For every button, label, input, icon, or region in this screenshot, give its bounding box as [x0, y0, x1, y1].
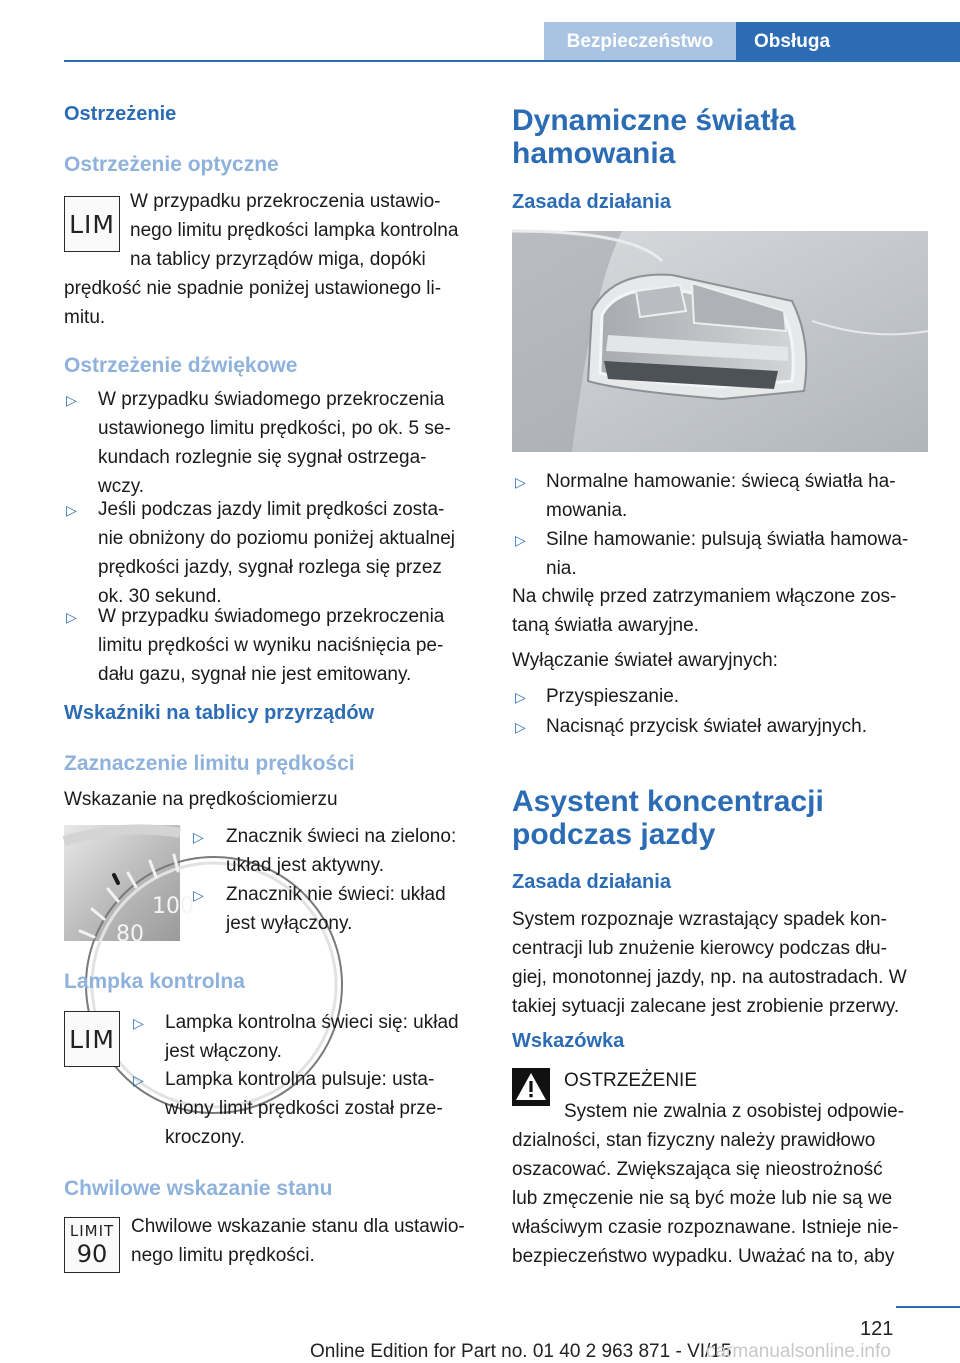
warning-label: OSTRZEŻENIE: [564, 1070, 698, 1091]
sound-bullet-line: ok. 30 sekund.: [98, 586, 222, 607]
warning-text-line: dzialności, stan fizyczny należy prawidłowo: [512, 1130, 876, 1151]
heading-brake-principle: Zasada działania: [512, 191, 671, 213]
lamp-bullet-line: jest włączony.: [165, 1041, 282, 1062]
sound-bullet-line: ustawionego limitu prędkości, po ok. 5 se‐: [98, 418, 451, 439]
optical-text-line: W przypadku przekroczenia ustawio‐: [130, 191, 441, 212]
bullet-triangle-icon: ▷: [133, 1015, 144, 1031]
heading-note: Wskazówka: [512, 1030, 625, 1052]
brake-bullet-line: Silne hamowanie: pulsują światła hamowa‐: [546, 529, 909, 550]
status-text-line: nego limitu prędkości.: [131, 1245, 315, 1266]
footer-rule: [896, 1306, 960, 1308]
marker-intro: Wskazanie na prędkościomierzu: [64, 789, 338, 810]
heading-optical-warning: Ostrzeżenie optyczne: [64, 153, 279, 176]
bullet-triangle-icon: ▷: [515, 719, 526, 735]
heading-warning: Ostrzeżenie: [64, 103, 177, 125]
hazard-bullet-line: Przyspieszanie.: [546, 686, 680, 707]
header-tab-active: Obsługa: [736, 22, 960, 62]
sound-bullet-line: Jeśli podczas jazdy limit prędkości zosta‐: [98, 499, 445, 520]
warning-text-line: lub zmęczenie nie są być może lub nie są we: [512, 1188, 893, 1209]
bullet-triangle-icon: ▷: [193, 829, 204, 845]
page-number: 121: [860, 1318, 894, 1340]
sound-bullet-line: prędkości jazdy, sygnał rozlega się przez: [98, 557, 442, 578]
sound-bullet-line: dału gazu, sygnał nie jest emitowany.: [98, 664, 412, 685]
attention-text-line: System rozpoznaje wzrastający spadek kon‐: [512, 909, 887, 930]
warning-triangle-icon: [512, 1068, 550, 1106]
sound-bullet-line: kundach rozlegnie się sygnał ostrzega‐: [98, 447, 427, 468]
attention-text-line: takiej sytuacji zalecane jest zrobienie przerwy.: [512, 996, 900, 1017]
brake-bullet-line: mowania.: [546, 500, 628, 521]
bullet-triangle-icon: ▷: [66, 609, 77, 625]
bullet-triangle-icon: ▷: [66, 502, 77, 518]
hazard-off-label: Wyłączanie świateł awaryjnych:: [512, 650, 778, 671]
optical-text-line: na tablicy przyrządów miga, dopóki: [130, 249, 426, 270]
heading-speed-marker: Zaznaczenie limitu prędkości: [64, 752, 355, 775]
warning-text-line: właściwym czasie rozpoznawane. Istnieje nie‐: [512, 1217, 899, 1238]
heading-attention-assistant-2: podczas jazdy: [512, 818, 716, 851]
heading-attention-assistant: Asystent koncentracji: [512, 785, 824, 818]
attention-text-line: centracji lub znużenie kierowcy podczas dłu‐: [512, 938, 887, 959]
attention-text-line: giej, monotonnej jazdy, np. na autostradach. W: [512, 967, 907, 988]
speedo-label-80: 80: [116, 922, 144, 947]
status-text-line: Chwilowe wskazanie stanu dla ustawio‐: [131, 1216, 465, 1237]
hazard-bullet-line: Nacisnąć przycisk świateł awaryjnych.: [546, 716, 867, 737]
brake-para-line: Na chwilę przed zatrzymaniem włączone zos‐: [512, 586, 897, 607]
lim-lamp-icon: LIM: [64, 1011, 120, 1067]
header-tab-section: Bezpieczeństwo: [544, 22, 736, 62]
bullet-triangle-icon: ▷: [515, 689, 526, 705]
brake-bullet-line: Normalne hamowanie: świecą światła ha‐: [546, 471, 896, 492]
optical-text-line: mitu.: [64, 307, 106, 328]
sound-bullet-line: W przypadku świadomego przekroczenia: [98, 389, 445, 410]
warning-text-line: oszacować. Zwiększająca się nieostrożność: [512, 1159, 883, 1180]
sound-bullet-line: wczy.: [98, 476, 145, 497]
heading-indicators: Wskaźniki na tablicy przyrządów: [64, 702, 375, 724]
marker-bullet-line: Znacznik świeci na zielono:: [226, 826, 457, 847]
header-rule: [64, 60, 960, 62]
speedometer-image: [64, 825, 194, 947]
brake-para-line: taną światła awaryjne.: [512, 615, 699, 636]
bullet-triangle-icon: ▷: [515, 474, 526, 490]
sound-bullet-line: W przypadku świadomego przekroczenia: [98, 606, 445, 627]
optical-text-line: prędkość nie spadnie poniżej ustawionego li‐: [64, 278, 442, 299]
marker-bullet-line: jest wyłączony.: [226, 913, 353, 934]
tail-light-image: [512, 231, 928, 452]
heading-attention-principle: Zasada działania: [512, 871, 671, 893]
brake-bullet-line: nia.: [546, 558, 577, 579]
lamp-bullet-line: Lampka kontrolna świeci się: układ: [165, 1012, 459, 1033]
heading-brake-lights: Dynamiczne światła: [512, 104, 796, 137]
warning-text-line: System nie zwalnia z osobistej odpowie‐: [564, 1101, 905, 1122]
sound-bullet-line: nie obniżony do poziomu poniżej aktualnej: [98, 528, 456, 549]
lim-indicator-icon: LIM: [64, 196, 120, 252]
speedo-label-100: 100: [152, 894, 194, 919]
heading-control-lamp: Lampka kontrolna: [64, 970, 245, 993]
lamp-bullet-line: Lampka kontrolna pulsuje: usta‐: [165, 1069, 435, 1090]
limit-90-icon: LIMIT 90: [64, 1217, 120, 1273]
optical-text-line: nego limitu prędkości lampka kontrolna: [130, 220, 459, 241]
watermark: carmanualsonline.info: [706, 1341, 891, 1362]
heading-sound-warning: Ostrzeżenie dźwiękowe: [64, 354, 298, 377]
bullet-triangle-icon: ▷: [193, 887, 204, 903]
bullet-triangle-icon: ▷: [133, 1072, 144, 1088]
marker-bullet-line: układ jest aktywny.: [226, 855, 385, 876]
bullet-triangle-icon: ▷: [66, 392, 77, 408]
marker-bullet-line: Znacznik nie świeci: układ: [226, 884, 446, 905]
bullet-triangle-icon: ▷: [515, 532, 526, 548]
heading-brake-lights-2: hamowania: [512, 137, 676, 170]
lamp-bullet-line: kroczony.: [165, 1127, 245, 1148]
warning-text-line: bezpieczeństwo wypadku. Uważać na to, aby: [512, 1246, 895, 1267]
lamp-bullet-line: wiony limit prędkości został prze‐: [165, 1098, 443, 1119]
edition-text: Online Edition for Part no. 01 40 2 963 871 - VI/15: [310, 1341, 732, 1362]
sound-bullet-line: limitu prędkości w wyniku naciśnięcia pe‐: [98, 635, 444, 656]
heading-status-display: Chwilowe wskazanie stanu: [64, 1177, 333, 1200]
